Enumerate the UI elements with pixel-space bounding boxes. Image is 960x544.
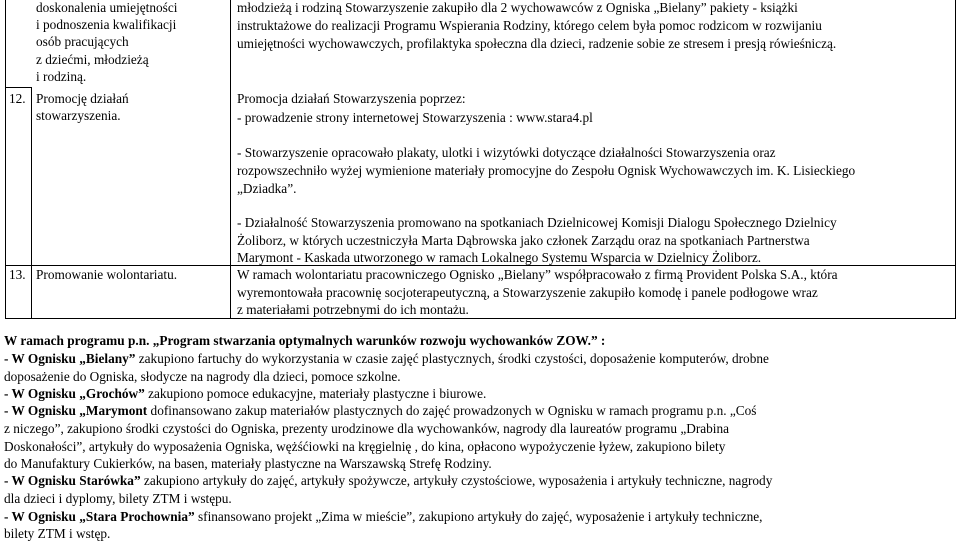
row12-intro: Promocja działań Stowarzyszenia poprzez:	[237, 91, 466, 106]
bielany-prefix: - W Ognisku	[4, 351, 80, 366]
row13-line-3: z materiałami potrzebnymi do ich montażu.	[237, 302, 469, 317]
marymont-line-1	[4, 403, 756, 419]
bielany-text-1: zakupiono fartuchy do wykorzystania w czasie zajęć plastycznych, środki czystości, doposażenie komputerów, drobne	[135, 351, 769, 366]
prev-label-line-3: osób pracujących	[36, 34, 129, 49]
program-heading-text: W ramach programu p.n. „Program stwarzania optymalnych warunków rozwoju wychowanków ZOW.” :	[4, 333, 606, 348]
bielany-name: „Bielany”	[79, 351, 136, 366]
prev-label-line-4: z dziećmi, młodzieżą	[36, 52, 149, 67]
row12-number: 12.	[9, 91, 26, 106]
row12-item2-line-3: „Dziadka”.	[237, 181, 297, 196]
table-line-row12-top	[5, 87, 31, 88]
prev-label-line-2: i podnoszenia kwalifikacji	[36, 17, 177, 32]
row12-item3-line-2: Żoliborz, w których uczestniczyła Marta Dąbrowska jako członek Zarządu oraz na spotkaniach Partnerstwa	[237, 233, 810, 248]
row12-item2-line-2: rozpowszechniło wyżej wymienione materiały promocyjne do Zespołu Ognisk Wychowawczych im. K. Lisieckiego	[237, 163, 856, 178]
grochow-prefix: - W Ognisku	[4, 386, 80, 401]
marymont-name: „Marymont	[79, 403, 148, 418]
table-line-right	[955, 0, 956, 319]
prev-label-line-1: doskonalenia umiejętności	[36, 0, 178, 15]
starowka-prefix: - W	[4, 473, 28, 488]
marymont-prefix: - W Ognisku	[4, 403, 80, 418]
starowka-line-2: dla dzieci i dyplomy, bilety ZTM i wstępu.	[4, 491, 232, 506]
prev-text-line-3: umiejętności wychowawczych, profilaktyka społeczna dla dzieci, radzenie sobie ze stresem i presją rówieśniczą.	[237, 36, 837, 51]
marymont-line-2: z niczego”, zakupiono środki czystości do Ogniska, prezenty urodzinowe dla wychowanków, nagrody dla laureatów programu „Drabina	[4, 421, 730, 436]
marymont-line-3: Doskonałości”, artykuły do wyposażenia Ogniska, wężśćiowki na kręgielnię , do kina, opłacono wypożyczenie łyżew, zakupiono bilety	[4, 439, 726, 454]
starowka-line-1	[4, 473, 772, 489]
grochow-text: zakupiono pomoce edukacyjne, materiały plastyczne i biurowe.	[144, 386, 487, 401]
table-line-left	[5, 0, 6, 319]
prochownia-line-1	[4, 509, 763, 525]
row13-line-2: wyremontowała pracownię socjoterapeutyczną, a Stowarzyszenie zakupiło komodę i panele podłogowe wraz	[237, 285, 818, 300]
prev-text-line-2: instruktażowe do realizacji Programu Wspierania Rodziny, którego celem była pomoc rodzicom w rozwijaniu	[237, 18, 822, 33]
bielany-line-1	[4, 351, 769, 367]
table-line-label-col	[230, 0, 231, 319]
table-line-num-col	[31, 87, 32, 319]
grochow-name: „Grochów”	[79, 386, 145, 401]
row12-item3-line-1: - Działalność Stowarzyszenia promowano na spotkaniach Dzielnicowej Komisji Dialogu Społecznego Dzielnicy	[237, 215, 837, 230]
program-heading	[4, 333, 605, 349]
row13-label: Promowanie wolontariatu.	[36, 267, 178, 282]
prev-text-line-1: młodzieżą i rodziną Stowarzyszenie zakupiło dla 2 wychowawców z Ogniska „Bielany” pakiety - książki	[237, 0, 798, 15]
bielany-line-2: doposażenie do Ogniska, słodycze na nagrody dla dzieci, pomoce szkolne.	[4, 369, 401, 384]
prochownia-name: „Stara Prochownia”	[79, 509, 195, 524]
row13-number: 13.	[9, 267, 26, 282]
row12-label-line-2: stowarzyszenia.	[36, 108, 121, 123]
prochownia-prefix: - W Ognisku	[4, 509, 80, 524]
table-line-bottom	[5, 318, 955, 319]
starowka-text-1: zakupiono artykuły do zajęć, artykuły spożywcze, artykuły czystościowe, wyposażenia i artykuły techniczne, nagrody	[140, 473, 773, 488]
starowka-name: Ognisku Starówka”	[27, 473, 141, 488]
row12-item3-line-3: Marymont - Kaskada utworzonego w ramach Lokalnego Systemu Wsparcia w Dzielnicy Żoliborz.	[237, 250, 762, 265]
prochownia-text-1: sfinansowano projekt „Zima w mieście”, zakupiono artykuły do zajęć, wyposażenie i artykuły techniczne,	[194, 509, 763, 524]
row12-label-line-1: Promocję działań	[36, 91, 129, 106]
prochownia-line-2: bilety ZTM i wstęp.	[4, 526, 111, 541]
grochow-line	[4, 386, 486, 402]
row12-item1: - prowadzenie strony internetowej Stowarzyszenia : www.stara4.pl	[237, 110, 593, 125]
prev-label-line-5: i rodziną.	[36, 69, 87, 84]
row12-item2-line-1: - Stowarzyszenie opracowało plakaty, ulotki i wizytówki dotyczące działalności Stowarzyszenia oraz	[237, 145, 776, 160]
marymont-line-4: do Manufaktury Cukierków, na basen, materiały plastyczne na Warszawską Strefę Rodziny.	[4, 456, 492, 471]
marymont-text-1: dofinansowano zakup materiałów plastycznych do zajęć prowadzonych w Ognisku w ramach programu p.n. „Coś	[147, 403, 757, 418]
row13-line-1: W ramach wolontariatu pracowniczego Ognisko „Bielany” współpracowało z firmą Provident Polska S.A., która	[237, 267, 838, 282]
